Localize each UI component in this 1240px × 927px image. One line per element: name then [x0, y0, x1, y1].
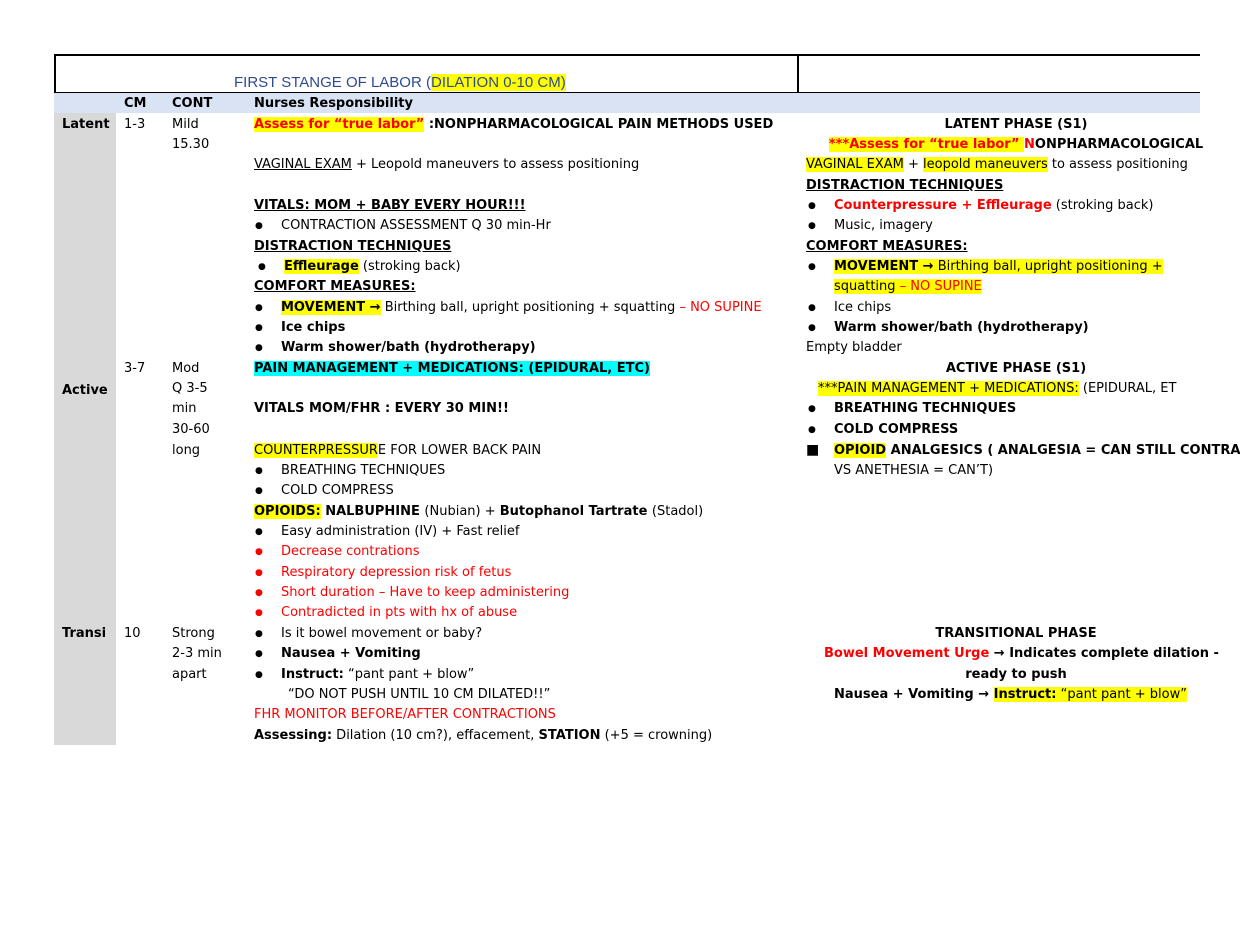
latent-cm: 1-3 [124, 117, 146, 132]
latent-contraction: ● CONTRACTION ASSESSMENT Q 30 min-Hr [281, 218, 551, 233]
right-counter: ● Counterpressure + Effleurage (stroking back) [834, 198, 1153, 213]
transi-fhr: FHR MONITOR BEFORE/AFTER CONTRACTIONS [254, 707, 556, 722]
transi-nausea: ● Nausea + Vomiting [281, 646, 421, 661]
latent-distraction: DISTRACTION TECHNIQUES [254, 239, 452, 254]
latent-vitals: VITALS: MOM + BABY EVERY HOUR!!! [254, 198, 526, 213]
active-short: ● Short duration – Have to keep administering [281, 585, 569, 600]
latent-shower: ● Warm shower/bath (hydrotherapy) [281, 340, 536, 355]
right-movement: ● MOVEMENT → Birthing ball, upright positioning + [834, 259, 1163, 274]
transi-cont-2: 2-3 min [172, 646, 222, 661]
latent-effleurage: ● Effleurage (stroking back) [284, 259, 461, 274]
phase-label-column [54, 113, 116, 745]
page-title: FIRST STANGE OF LABOR (DILATION 0-10 CM) [234, 74, 566, 91]
active-cont-4: 30-60 [172, 422, 210, 437]
right-bowel: Bowel Movement Urge → Indicates complete dilation - [824, 646, 1219, 661]
right-trans-title: TRANSITIONAL PHASE [935, 626, 1097, 641]
right-nausea: Nausea + Vomiting → Instruct: “pant pant + blow” [834, 687, 1187, 702]
latent-cont-1: Mild [172, 117, 199, 132]
latent-assess: Assess for “true labor” :NONPHARMACOLOGICAL PAIN METHODS USED [254, 117, 774, 132]
active-cont-2: Q 3-5 [172, 381, 208, 396]
right-comfort: COMFORT MEASURES: [806, 239, 968, 254]
right-latent-title: LATENT PHASE (S1) [944, 117, 1088, 132]
active-cont-3: min [172, 401, 197, 416]
right-ready: ready to push [965, 667, 1067, 682]
right-empty-bladder: Empty bladder [806, 340, 902, 355]
right-latent-assess: ***Assess for “true labor” NONPHARMACOLOGICAL [828, 137, 1204, 152]
right-cold: ● COLD COMPRESS [834, 422, 958, 437]
active-counterpressure: COUNTERPRESSURE FOR LOWER BACK PAIN [254, 443, 542, 458]
column-header-cm: CM [124, 96, 147, 111]
latent-vaginal: VAGINAL EXAM + Leopold maneuvers to assess positioning [254, 157, 640, 172]
right-ice: ● Ice chips [834, 300, 891, 315]
phase-label-transi: Transi [62, 626, 107, 641]
column-header-cont: CONT [172, 96, 213, 111]
phase-label-active: Active [62, 383, 108, 398]
right-pain: ***PAIN MANAGEMENT + MEDICATIONS: (EPIDURAL, ET [818, 381, 1177, 396]
transi-cm: 10 [124, 626, 141, 641]
transi-instruct: ● Instruct: “pant pant + blow” [281, 667, 474, 682]
transi-assessing: Assessing: Dilation (10 cm?), effacement, STATION (+5 = crowning) [254, 728, 713, 743]
active-respiratory: ● Respiratory depression risk of fetus [281, 565, 511, 580]
table-middle-border [797, 54, 799, 94]
right-shower: ● Warm shower/bath (hydrotherapy) [834, 320, 1089, 335]
table-top-border [54, 54, 1200, 56]
active-decrease: ● Decrease contrations [281, 544, 420, 559]
active-opioids: OPIOIDS: NALBUPHINE (Nubian) + Butophanol Tartrate (Stadol) [254, 504, 704, 519]
active-easy: ● Easy administration (IV) + Fast relief [281, 524, 519, 539]
right-active-title: ACTIVE PHASE (S1) [945, 361, 1087, 376]
right-vaginal: VAGINAL EXAM + leopold maneuvers to assess positioning [806, 157, 1188, 172]
right-anethesia: VS ANETHESIA = CAN’T) [834, 463, 994, 478]
active-vitals: VITALS MOM/FHR : EVERY 30 MIN!! [254, 401, 509, 416]
active-pain-management: PAIN MANAGEMENT + MEDICATIONS: (EPIDURAL, ETC) [254, 361, 650, 376]
column-header-nurses: Nurses Responsibility [254, 96, 413, 111]
right-distraction: DISTRACTION TECHNIQUES [806, 178, 1004, 193]
active-breathing: ● BREATHING TECHNIQUES [281, 463, 445, 478]
active-cold: ● COLD COMPRESS [281, 483, 394, 498]
latent-ice: ● Ice chips [281, 320, 345, 335]
active-cont-5: long [172, 443, 201, 458]
right-music: ● Music, imagery [834, 218, 933, 233]
transi-bowel: ● Is it bowel movement or baby? [281, 626, 482, 641]
right-opioid: ■ OPIOID ANALGESICS ( ANALGESIA = CAN STILL CONTRA [834, 443, 1240, 458]
transi-cont-1: Strong [172, 626, 215, 641]
right-breathing: ● BREATHING TECHNIQUES [834, 401, 1016, 416]
latent-comfort: COMFORT MEASURES: [254, 279, 416, 294]
transi-donot: “DO NOT PUSH UNTIL 10 CM DILATED!!” [288, 687, 551, 702]
latent-movement: ● MOVEMENT → Birthing ball, upright positioning + squatting – NO SUPINE [281, 300, 762, 315]
right-movement-cont: squatting – NO SUPINE [834, 279, 982, 294]
transi-cont-3: apart [172, 667, 207, 682]
active-cont-1: Mod [172, 361, 200, 376]
phase-label-latent: Latent [62, 117, 110, 132]
active-cm: 3-7 [124, 361, 146, 376]
table-left-border [54, 54, 56, 94]
latent-cont-2: 15.30 [172, 137, 210, 152]
column-header-band [54, 93, 1200, 113]
active-contradicted: ● Contradicted in pts with hx of abuse [281, 605, 517, 620]
